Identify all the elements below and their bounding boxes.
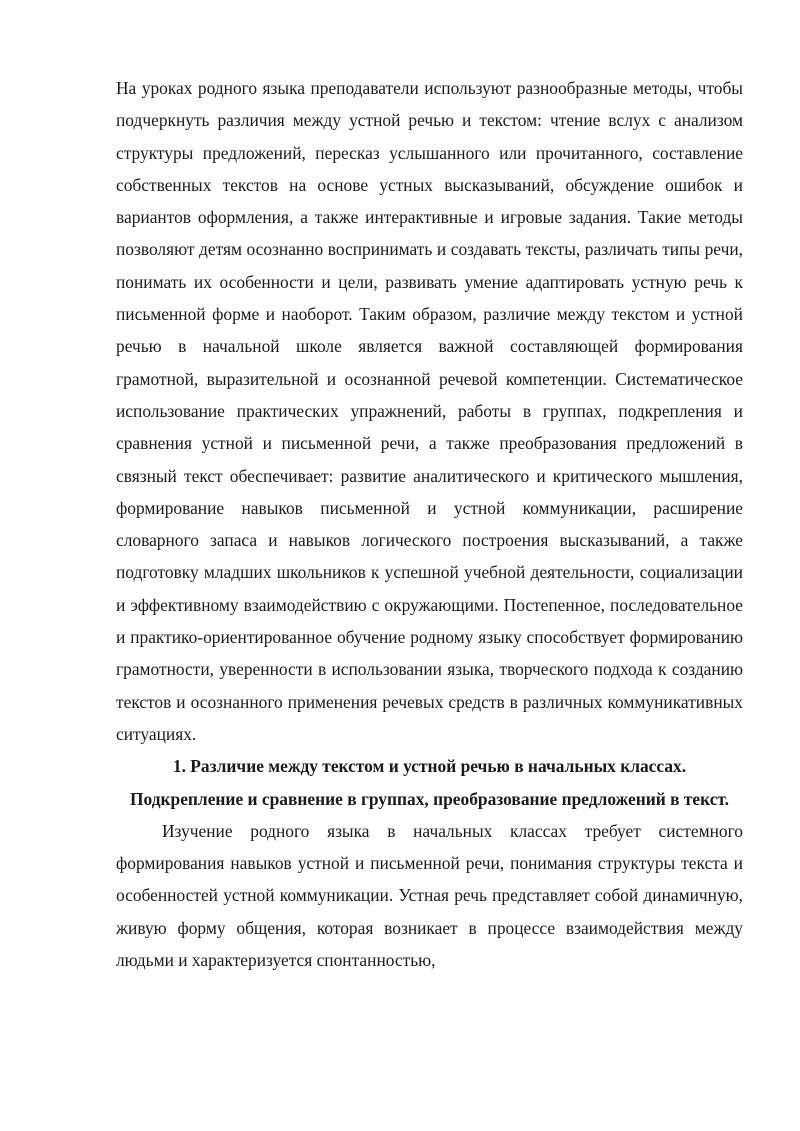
section-heading: 1. Различие между текстом и устной речью в начальных классах. Подкрепление и сравнение в группах, преобразование предложений в текст. xyxy=(129,756,730,809)
body-paragraph-2: Изучение родного языка в начальных классах требует системного формирования навыков устной и письменной речи, понимания структуры текста и особенностей устной коммуникации. Устная речь представляет собой динамичную, живую форму общения, которая возникает в процессе взаимодействия между людьми и характеризуется спонтанностью, xyxy=(116,820,743,971)
document-body xyxy=(116,72,743,976)
body-paragraph-1: На уроках родного языка преподаватели используют разнообразные методы, чтобы подчеркнуть различия между устной речью и текстом: чтение вслух с анализом структуры предложений, пересказ услышанного или прочитанного, составление собственных текстов на основе устных высказываний, обсуждение ошибок и вариантов оформления, а также интерактивные и игровые задания. Такие методы позволяют детям осознанно воспринимать и создавать тексты, различать типы речи, понимать их особенности и цели, развивать умение адаптировать устную речь к письменной форме и наоборот. Таким образом, различие между текстом и устной речью в начальной школе является важной составляющей формирования грамотной, выразительной и осознанной речевой компетенции. Систематическое использование практических упражнений, работы в группах, подкрепления и сравнения устной и письменной речи, а также преобразования предложений в связный текст обеспечивает: развитие аналитического и критического мышления, формирование навыков письменной и устной коммуникации, расширение словарного запаса и навыков логического построения высказываний, а также подготовку младших школьников к успешной учебной деятельности, социализации и эффективному взаимодействию с окружающими. Постепенное, последовательное и практико-ориентированное обучение родному языку способствует формированию грамотности, уверенности в использовании языка, творческого подхода к созданию текстов и осознанного применения речевых средств в различных коммуникативных ситуациях. xyxy=(116,78,743,744)
